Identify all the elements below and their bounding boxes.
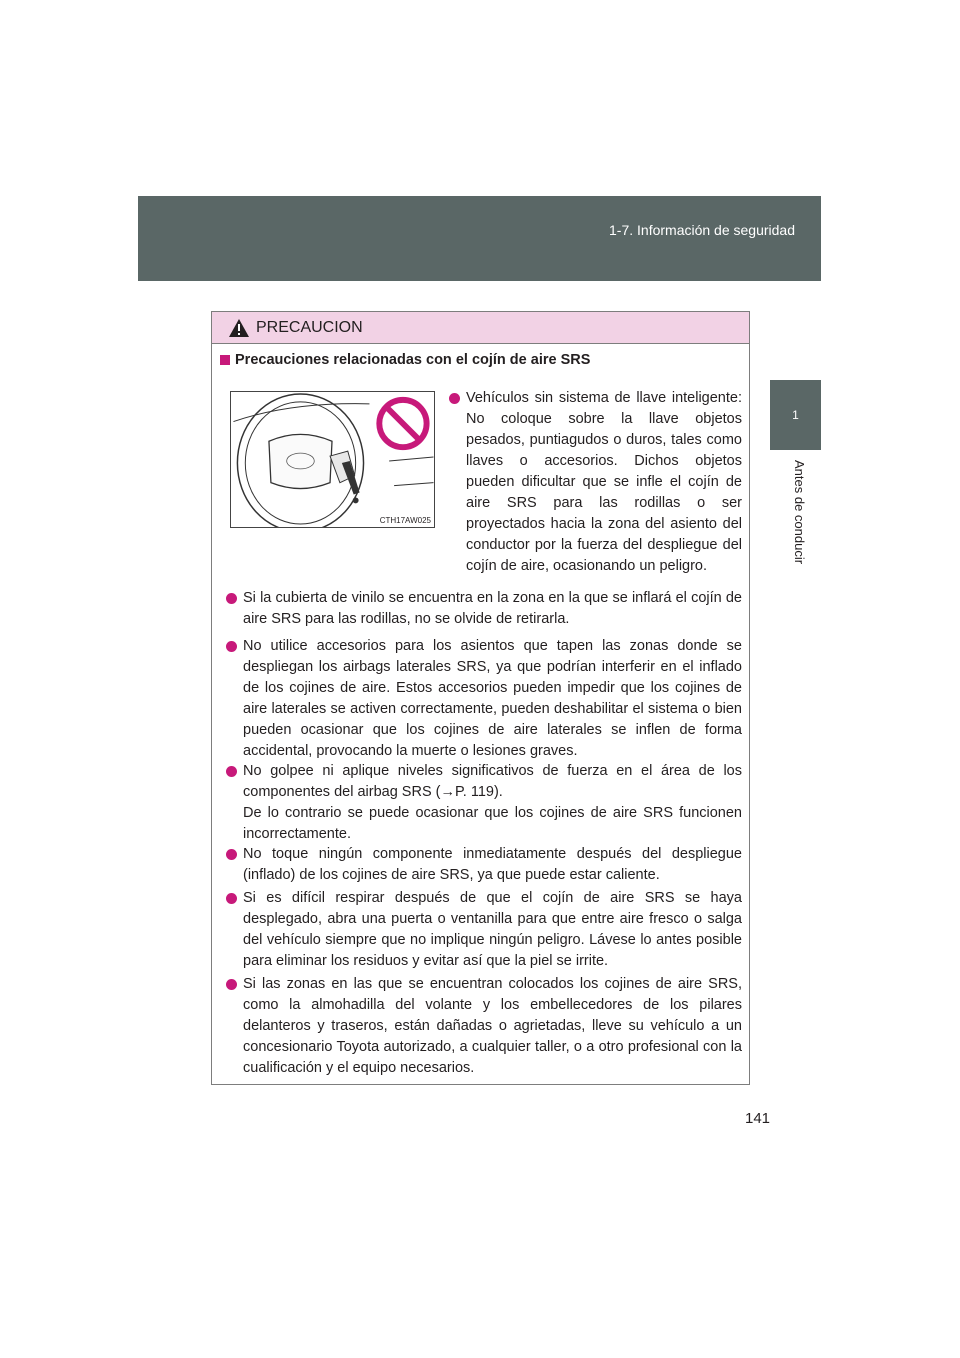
steering-wheel-prohibited-icon	[231, 392, 434, 527]
caution-title: PRECAUCION	[256, 318, 363, 336]
warning-icon	[228, 318, 250, 338]
bullet-text: No utilice accesorios para los asientos que tapen las zonas donde se despliegan los airbags laterales SRS, ya que podrían interferir en el inflado de los cojines de aire. Estos accesorios pueden impedir que los cojines de aire laterales se activen correctamente, pueden deshabilitar el sistema o bien pueden ocasionar que los cojines de aire laterales se inflen de forma accidental, provocando la muerte o lesiones graves.	[243, 638, 742, 759]
bullet-item	[466, 388, 742, 577]
bullet-dot-icon	[226, 593, 237, 604]
bullet-text: No toque ningún componente inmediatamente después del despliegue (inflado) de los cojines de aire SRS, ya que puede estar caliente.	[243, 846, 742, 883]
bullet-item	[243, 761, 742, 845]
bullet-dot-icon	[226, 849, 237, 860]
bullet-item	[243, 588, 742, 630]
figure-code: CTH17AW025	[379, 516, 431, 525]
chapter-tab-number: 1	[792, 408, 799, 422]
bullet-item	[243, 888, 742, 972]
header-band	[138, 196, 821, 281]
caution-header	[212, 312, 749, 344]
bullet-dot-icon	[226, 893, 237, 904]
page-number: 141	[745, 1110, 771, 1127]
chapter-label: Antes de conducir	[792, 460, 807, 565]
section-title: 1-7. Información de seguridad	[609, 222, 795, 238]
square-bullet-icon	[220, 355, 230, 365]
bullet-text: Si las zonas en las que se encuentran colocados los cojines de aire SRS, como la almohadilla del volante y los embellecedores de los pilares delanteros y traseros, están dañadas o agrietadas, lleve su vehículo a un concesionario Toyota autorizado, a cualquier taller, o a otro profesional con la cualificación y el equipo necesarios.	[243, 976, 742, 1076]
bullet-item	[243, 636, 742, 762]
caution-subheading-text: Precauciones relacionadas con el cojín de aire SRS	[235, 352, 591, 368]
bullet-item	[243, 974, 742, 1079]
steering-illustration	[230, 391, 435, 528]
caution-subheading	[220, 352, 590, 368]
bullet-text: Vehículos sin sistema de llave inteligente: No coloque sobre la llave objetos pesados, puntiagudos o duros, tales como llaves o accesorios. Dichos objetos pueden dificultar que se infle el cojín de aire SRS para las rodillas o ser proyectados hacia la zona del asiento del conductor por la fuerza del despliegue del cojín de aire, ocasionando un peligro.	[466, 390, 742, 574]
caution-box	[211, 311, 750, 1085]
bullet-dot-icon	[226, 979, 237, 990]
bullet-text: No golpee ni aplique niveles significativos de fuerza en el área de los componentes del airbag SRS (→P. 119).	[243, 763, 742, 800]
bullet-text: Si es difícil respirar después de que el cojín de aire SRS se haya desplegado, abra una puerta o ventanilla para que entre aire fresco o salga del vehículo siempre que no implique ningún peligro. Lávese lo antes posible para eliminar los residuos y evitar así que la piel se irrite.	[243, 890, 742, 969]
bullet-item	[243, 844, 742, 886]
bullet-dot-icon	[449, 393, 460, 404]
bullet-dot-icon	[226, 766, 237, 777]
bullet-text-continuation: De lo contrario se puede ocasionar que los cojines de aire SRS funcionen incorrectamente.	[243, 805, 742, 842]
chapter-tab	[770, 380, 821, 450]
bullet-dot-icon	[226, 641, 237, 652]
bullet-text: Si la cubierta de vinilo se encuentra en la zona en la que se inflará el cojín de aire SRS para las rodillas, no se olvide de retirarla.	[243, 590, 742, 627]
